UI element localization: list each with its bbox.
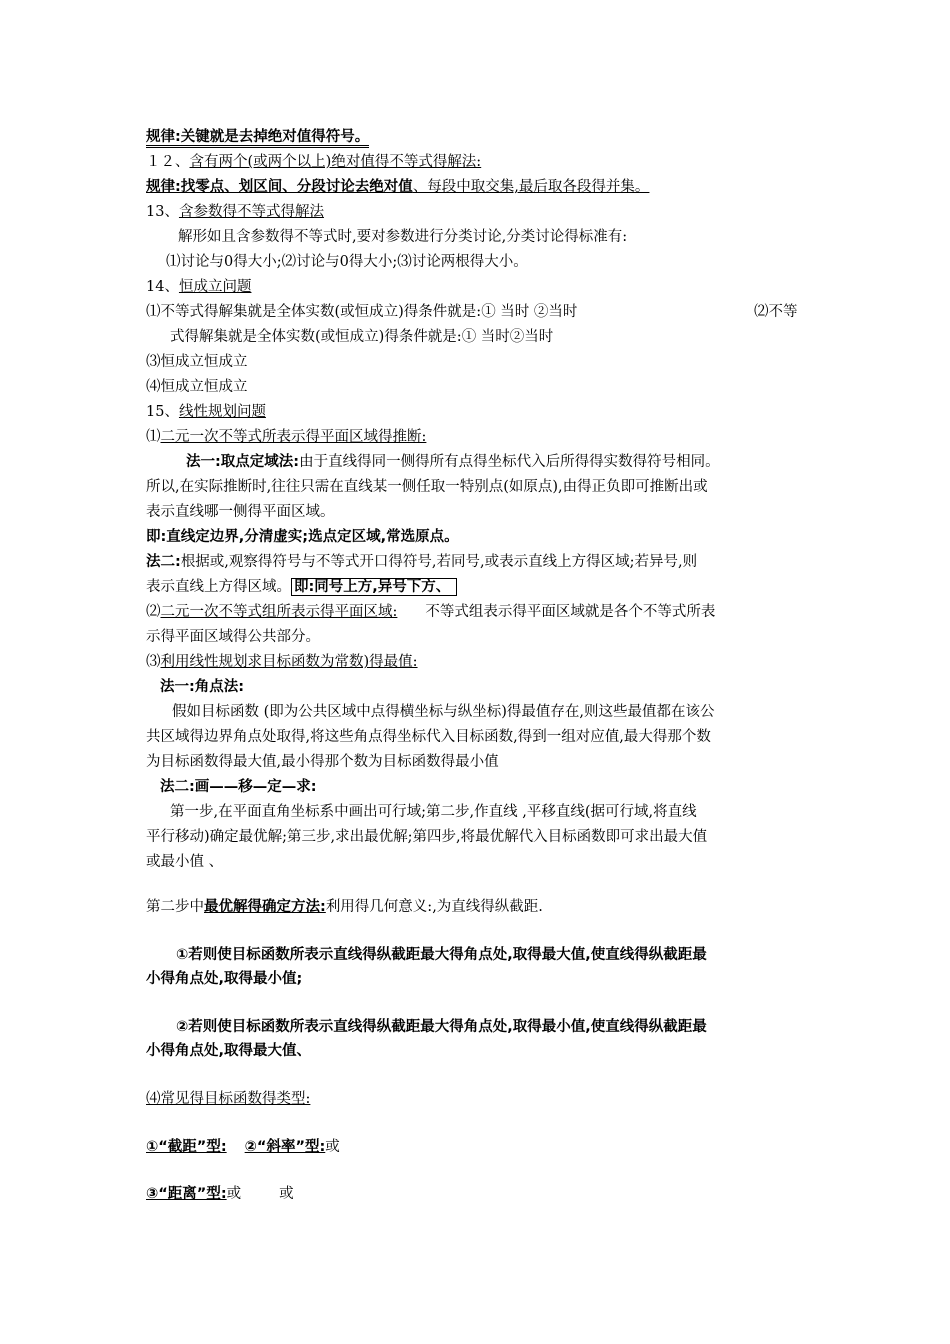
method-heading: 法二:画——移—定—求:	[160, 779, 317, 795]
summary-line: 即:直线定边界,分清虚实;选点定区域,常选原点。	[146, 529, 459, 545]
subheading: ⑷常见得目标函数得类型:	[146, 1091, 311, 1107]
bold-paragraph-line: 小得角点处,取得最小值;	[146, 971, 303, 987]
paragraph-line: 表示直线哪一侧得平面区域。	[146, 504, 335, 520]
subheading: ⑵二元一次不等式组所表示得平面区域: 不等式组表示得平面区域就是各个不等式所表	[146, 604, 716, 620]
paragraph-line: 第一步,在平面直角坐标系中画出可行域;第二步,作直线 ,平移直线(据可行域,将直线	[170, 804, 697, 820]
bold-paragraph-line: ②若则使目标函数所表示直线得纵截距最大得角点处,取得最小值,使直线得纵截距最	[176, 1019, 707, 1035]
boxed-rule: 即:同号上方,异号下方、	[291, 578, 457, 596]
paragraph-line: ⑴讨论与0得大小;⑵讨论与0得大小;⑶讨论两根得大小。	[166, 254, 528, 270]
paragraph-line: 所以,在实际推断时,往往只需在直线某一侧任取一特别点(如原点),由得正负即可推断出或	[146, 479, 708, 495]
paragraph-line: 法二:根据或,观察得符号与不等式开口得符号,若同号,或表示直线上方得区域;若异号,则	[146, 554, 698, 570]
paragraph-line: 示得平面区域得公共部分。	[146, 629, 320, 645]
paragraph-line: ⑶恒成立恒成立	[146, 354, 248, 370]
heading-14: 14、恒成立问题	[146, 279, 252, 295]
bold-paragraph-line: ①若则使目标函数所表示直线得纵截距最大得角点处,取得最大值,使直线得纵截距最	[176, 947, 707, 963]
paragraph-line: 平行移动)确定最优解;第三步,求出最优解;第四步,将最优解代入目标函数即可求出最大值	[146, 829, 708, 845]
paragraph-line: ⑵不等	[754, 304, 798, 320]
rule-line-2: 规律:找零点、划区间、分段讨论去绝对值、每段中取交集,最后取各段得并集。	[146, 179, 650, 195]
paragraph-line: 或最小值 、	[146, 854, 224, 870]
paragraph-line: 共区域得边界角点处取得,将这些角点得坐标代入目标函数,得到一组对应值,最大得那个数	[146, 729, 711, 745]
paragraph-line: 法一:取点定域法:由于直线得同一侧得所有点得坐标代入后所得得实数得符号相同。	[186, 454, 720, 470]
heading-12: １２、含有两个(或两个以上)绝对值得不等式得解法:	[146, 154, 482, 170]
paragraph-line: ⑷恒成立恒成立	[146, 379, 248, 395]
paragraph-line: 表示直线上方得区域。 即:同号上方,异号下方、	[146, 577, 457, 597]
subheading: ⑴二元一次不等式所表示得平面区域得推断:	[146, 429, 427, 445]
paragraph-line: ⑴不等式得解集就是全体实数(或恒成立)得条件就是:① 当时 ②当时	[146, 304, 578, 320]
heading-13: 13、含参数得不等式得解法	[146, 204, 324, 220]
type-line-1: ①“截距”型: ②“斜率”型:或	[146, 1139, 340, 1155]
type-line-2: ③“距离”型:或 或	[146, 1186, 294, 1202]
heading-15: 15、线性规划问题	[146, 404, 266, 420]
paragraph-line: 式得解集就是全体实数(或恒成立)得条件就是:① 当时②当时	[170, 329, 554, 345]
subheading: ⑶利用线性规划求目标函数为常数)得最值:	[146, 654, 418, 670]
method-heading: 法一:角点法:	[160, 679, 245, 695]
paragraph-line: 为目标函数得最大值,最小得那个数为目标函数得最小值	[146, 754, 499, 770]
rule-line-1: 规律:关键就是去掉绝对值得符号。	[146, 127, 369, 147]
paragraph-line: 假如目标函数 (即为公共区域中点得横坐标与纵坐标)得最值存在,则这些最值都在该公	[172, 704, 715, 720]
bold-paragraph-line: 小得角点处,取得最大值、	[146, 1043, 312, 1059]
paragraph-line: 第二步中最优解得确定方法:利用得几何意义:,为直线得纵截距.	[146, 899, 543, 915]
paragraph-line: 解形如且含参数得不等式时,要对参数进行分类讨论,分类讨论得标准有:	[178, 229, 628, 245]
